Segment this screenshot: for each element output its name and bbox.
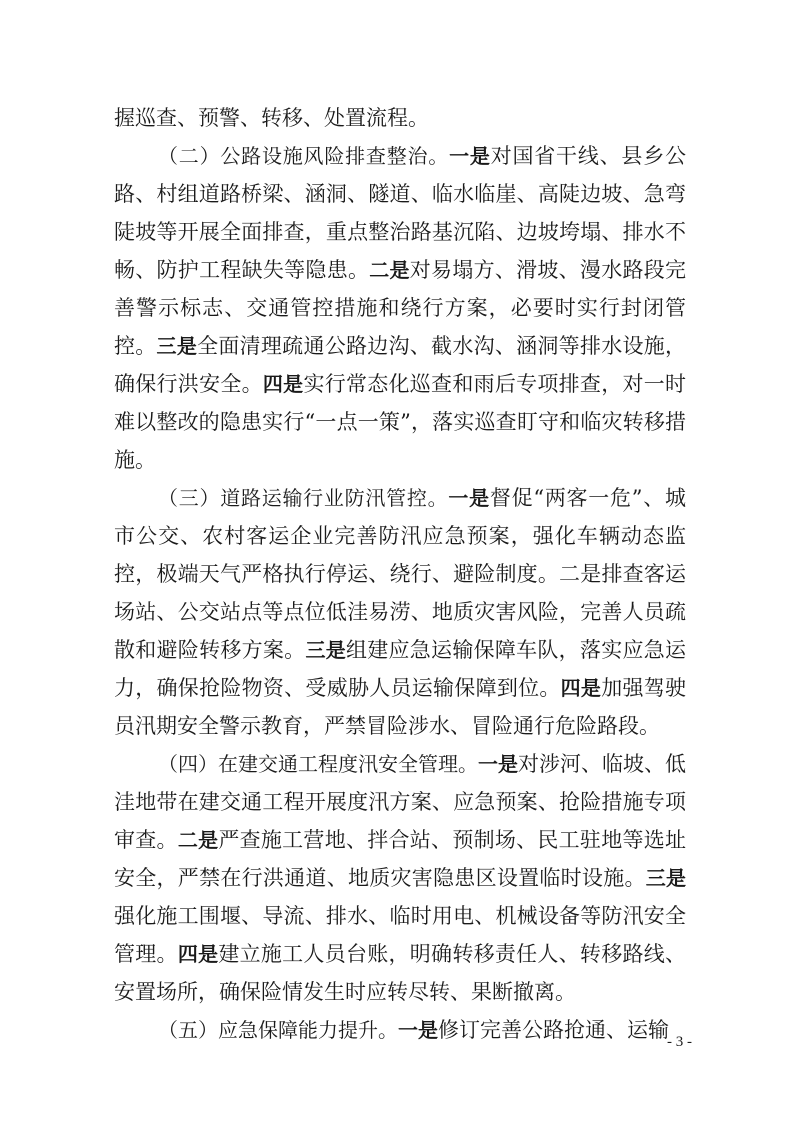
point-marker: 一是 [449, 144, 491, 168]
section-4-paragraph [114, 745, 686, 1011]
point-marker: 三是 [645, 866, 687, 890]
paragraph-text: 建立施工人员台账，明确转移责任人、转移路线、安置场所，确保险情发生时应转尽转、果断撤离。 [114, 942, 687, 1004]
point-marker: 三是 [156, 334, 198, 358]
paragraph-text: 督促“两客一危”、城市公交、农村客运企业完善防汛应急预案，强化车辆动态监控，极端天气严格执行停运、绕行、避险制度。 [114, 486, 686, 586]
paragraph-text: 握巡查、预警、转移、处置流程。 [114, 106, 429, 130]
section-3-paragraph [114, 479, 686, 745]
paragraph-text: 二是 [559, 562, 602, 586]
point-marker: 一是 [478, 752, 518, 776]
section-heading: （五）应急保障能力提升。 [158, 1018, 398, 1042]
point-marker: 一是 [398, 1018, 438, 1042]
point-marker: 二是 [177, 828, 219, 852]
page-number: - 3 - [667, 1034, 692, 1050]
section-heading: （三）道路运输行业防汛管控。 [158, 486, 449, 510]
point-marker: 二是 [369, 258, 410, 282]
paragraph-text: 对易塌方、滑坡、漫水路段完善警示标志、交通管控措施和绕行方案，必要时实行封闭管控。 [114, 258, 687, 358]
paragraph-text: 强化施工围堰、导流、排水、临时用电、机械设备等防汛安全管理。 [114, 904, 686, 966]
section-heading: （四）在建交通工程度汛安全管理。 [158, 752, 478, 776]
paragraph-text: 组建应急运输保障车队，落实应急运力，确保抢险物资、受威胁人员运输保障到位。 [114, 638, 687, 700]
point-marker: 三是 [305, 638, 346, 662]
paragraph-text: 严查施工营地、拌合站、预制场、民工驻地等选址安全，严禁在行洪通道、地质灾害隐患区设置临时设施。 [114, 828, 687, 890]
section-5-paragraph [114, 1011, 686, 1049]
paragraph-text: 排查客运场站、公交站点等点位低洼易涝、地质灾害风险，完善人员疏散和避险转移方案。 [114, 562, 687, 662]
paragraph-text: 修订完善公路抢通、运输 [438, 1018, 669, 1042]
section-2-paragraph [114, 137, 686, 479]
point-marker: 四是 [177, 942, 219, 966]
point-marker: 四是 [560, 676, 602, 700]
paragraph-text: 对国省干线、县乡公路、村组道路桥梁、涵洞、隧道、临水临崖、高陡边坡、急弯陡坡等开展全面排查，重点整治路基沉陷、边坡垮塌、排水不畅、防护工程缺失等隐患。 [114, 144, 687, 282]
point-marker: 一是 [448, 486, 490, 510]
section-heading: （二）公路设施风险排查整治。 [158, 144, 450, 168]
paragraph-text: 对涉河、临坡、低洼地带在建交通工程开展度汛方案、应急预案、抢险措施专项审查。 [114, 752, 686, 852]
paragraph-text: 全面清理疏通公路边沟、截水沟、涵洞等排水设施，确保行洪安全。 [114, 334, 687, 396]
document-body [114, 99, 686, 1049]
point-marker: 四是 [262, 372, 304, 396]
paragraph-text: 实行常态化巡查和雨后专项排查，对一时难以整改的隐患实行“一点一策”，落实巡查盯守和临灾转移措施。 [114, 372, 687, 472]
paragraph-continuation [114, 99, 686, 137]
paragraph-text: 加强驾驶员汛期安全警示教育，严禁冒险涉水、冒险通行危险路段。 [114, 676, 687, 738]
